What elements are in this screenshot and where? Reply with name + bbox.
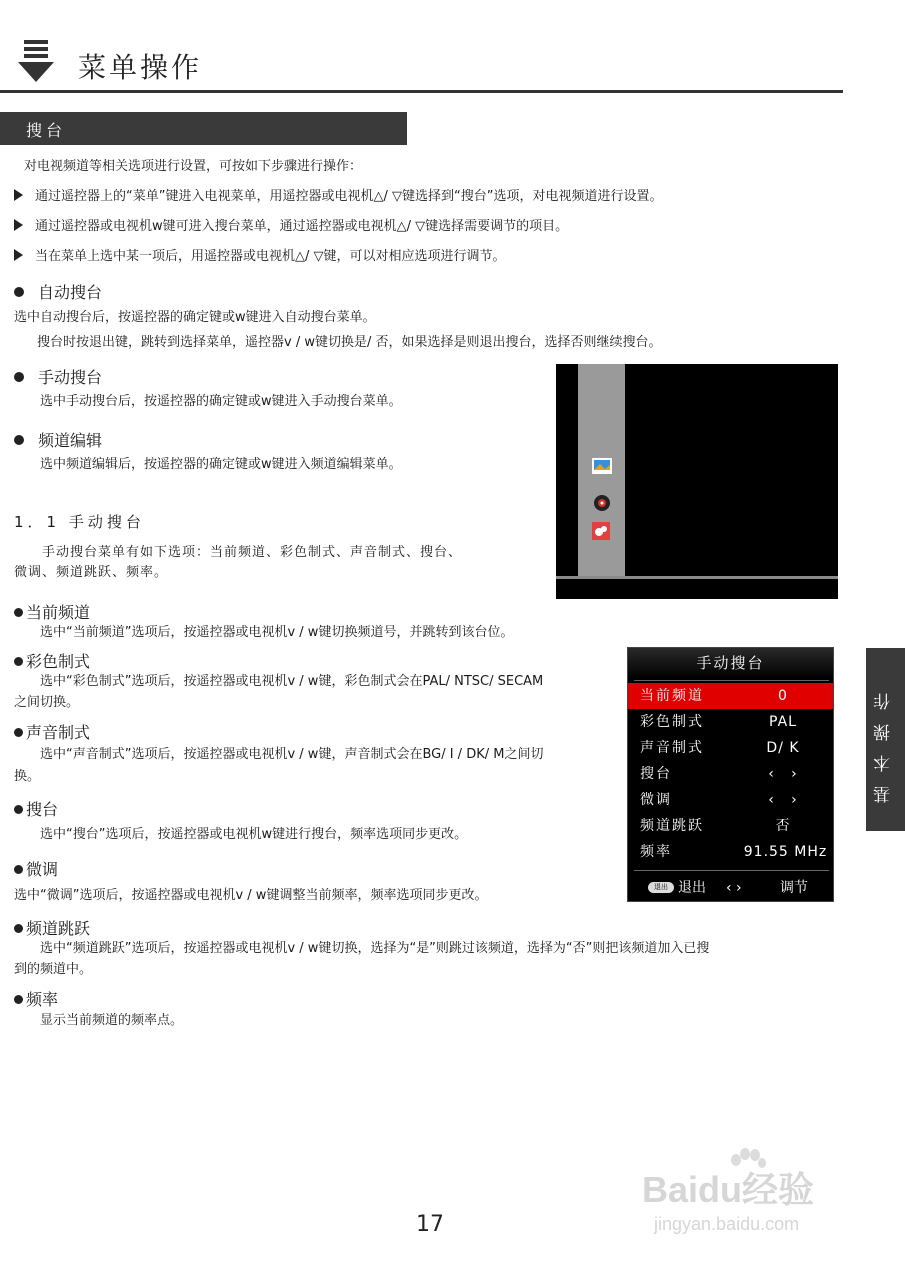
search-desc: 选中“搜台”选项后，按遥控器或电视机w键进行搜台，频率选项同步更改。 (40, 827, 468, 842)
exit-key-icon: 退出 (648, 882, 674, 893)
intro-text: 对电视频道等相关选项进行设置，可按如下步骤进行操作： (24, 159, 363, 174)
step-item: 当在菜单上选中某一项后，用遥控器或电视机△/ ▽键，可以对相应选项进行调节。 (14, 245, 506, 264)
side-chapter-tab (866, 648, 905, 831)
auto-search-heading: 自动搜台 (14, 280, 102, 303)
side-tab-label: 基本操作 (874, 679, 894, 803)
osd-row-sound-system[interactable]: 声音制式 D/ K (640, 740, 800, 756)
picture-icon (591, 455, 613, 477)
osd-row-search[interactable]: 搜台 ‹ › (640, 766, 798, 782)
arrow-right-icon (14, 249, 23, 261)
frequency-desc: 显示当前频道的频率点。 (40, 1013, 184, 1028)
osd-row-fine-tune[interactable]: 微调 ‹ › (640, 792, 798, 808)
channel-skip-desc: 选中“频道跳跃”选项后，按遥控器或电视机v / w键切换，选择为“是”则跳过该频道，选择为“否”则把该频道加入已搜 (40, 941, 710, 956)
manual-search-desc: 选中手动搜台后，按遥控器的确定键或w键进入手动搜台菜单。 (40, 394, 402, 409)
fine-tune-heading: 微调 (14, 857, 58, 880)
bullet-icon (14, 287, 24, 297)
tv-menu-divider (556, 576, 838, 579)
bullet-icon (14, 657, 23, 666)
current-channel-desc: 选中“当前频道”选项后，按遥控器或电视机v / w键切换频道号，并跳转到该台位。 (40, 625, 514, 640)
fine-tune-desc: 选中“微调”选项后，按遥控器或电视机v / w键调整当前频率，频率选项同步更改。 (14, 888, 488, 903)
subsection-title: 1．1 手动搜台 (14, 513, 145, 531)
subsection-intro: 手动搜台菜单有如下选项：当前频道、彩色制式、声音制式、搜台、 (42, 545, 463, 560)
watermark-brand: Baidu经验 (642, 1169, 815, 1210)
page-title: 菜单操作 (78, 51, 203, 84)
color-system-desc-2: 之间切换。 (14, 695, 80, 710)
arrow-right-icon (14, 189, 23, 201)
manual-search-heading: 手动搜台 (14, 365, 102, 388)
channel-icon (591, 521, 611, 541)
osd-divider (634, 680, 829, 681)
menu-down-arrow-icon (18, 40, 54, 84)
bullet-icon (14, 805, 23, 814)
bullet-icon (14, 608, 23, 617)
osd-footer (628, 874, 833, 902)
bullet-icon (14, 865, 23, 874)
bullet-icon (14, 924, 23, 933)
osd-row-frequency[interactable]: 频率 91.55 MHz (640, 844, 828, 860)
bullet-icon (14, 995, 23, 1004)
frequency-heading: 频率 (14, 987, 58, 1010)
sound-system-heading: 声音制式 (14, 720, 90, 743)
channel-edit-desc: 选中频道编辑后，按遥控器的确定键或w键进入频道编辑菜单。 (40, 457, 402, 472)
osd-arrows: ‹ › (726, 880, 742, 896)
step-item: 通过遥控器上的“菜单”键进入电视菜单，用遥控器或电视机△/ ▽键选择到“搜台”选项，对电视频道进行设置。 (14, 185, 662, 204)
auto-search-desc-2: 搜台时按退出键，跳转到选择菜单，遥控器v / w键切换是/ 否，如果选择是则退出搜台，选择否则继续搜台。 (37, 335, 662, 350)
section-title: 搜台 (26, 121, 67, 140)
channel-edit-heading: 频道编辑 (14, 428, 102, 451)
osd-adjust-label: 调节 (780, 880, 808, 896)
sound-system-desc-2: 换。 (14, 769, 41, 784)
baidu-watermark (636, 1148, 851, 1248)
osd-row-current-channel[interactable]: 当前频道 0 (628, 683, 833, 709)
bullet-icon (14, 435, 24, 445)
channel-skip-heading: 频道跳跃 (14, 916, 90, 939)
page-number: 17 (416, 1212, 444, 1237)
osd-exit-label: 退出 (678, 880, 706, 896)
header-divider (0, 90, 843, 93)
osd-title: 手动搜台 (628, 648, 833, 678)
arrow-right-icon (14, 219, 23, 231)
watermark-url: jingyan.baidu.com (654, 1214, 800, 1234)
channel-skip-desc-2: 到的频道中。 (14, 962, 93, 977)
search-heading: 搜台 (14, 797, 58, 820)
sound-system-desc: 选中“声音制式”选项后，按遥控器或电视机v / w键，声音制式会在BG/ I / DK/ M之间切 (40, 747, 544, 762)
manual-search-osd (627, 647, 834, 902)
sound-icon (593, 494, 611, 512)
osd-row-color-system[interactable]: 彩色制式 PAL (640, 714, 797, 730)
color-system-desc: 选中“彩色制式”选项后，按遥控器或电视机v / w键，彩色制式会在PAL/ NTSC/ SECAM (40, 674, 544, 689)
current-channel-heading: 当前频道 (14, 600, 90, 623)
subsection-intro-2: 微调、频道跳跃、频率。 (14, 565, 169, 580)
bullet-icon (14, 728, 23, 737)
bullet-icon (14, 372, 24, 382)
auto-search-desc: 选中自动搜台后，按遥控器的确定键或w键进入自动搜台菜单。 (14, 310, 376, 325)
tv-menu-screenshot (556, 364, 838, 599)
osd-divider (634, 870, 829, 871)
color-system-heading: 彩色制式 (14, 649, 90, 672)
step-item: 通过遥控器或电视机w键可进入搜台菜单，通过遥控器或电视机△/ ▽键选择需要调节的项目。 (14, 215, 568, 234)
section-bar (0, 112, 407, 145)
osd-row-channel-skip[interactable]: 频道跳跃 否 (640, 818, 791, 834)
